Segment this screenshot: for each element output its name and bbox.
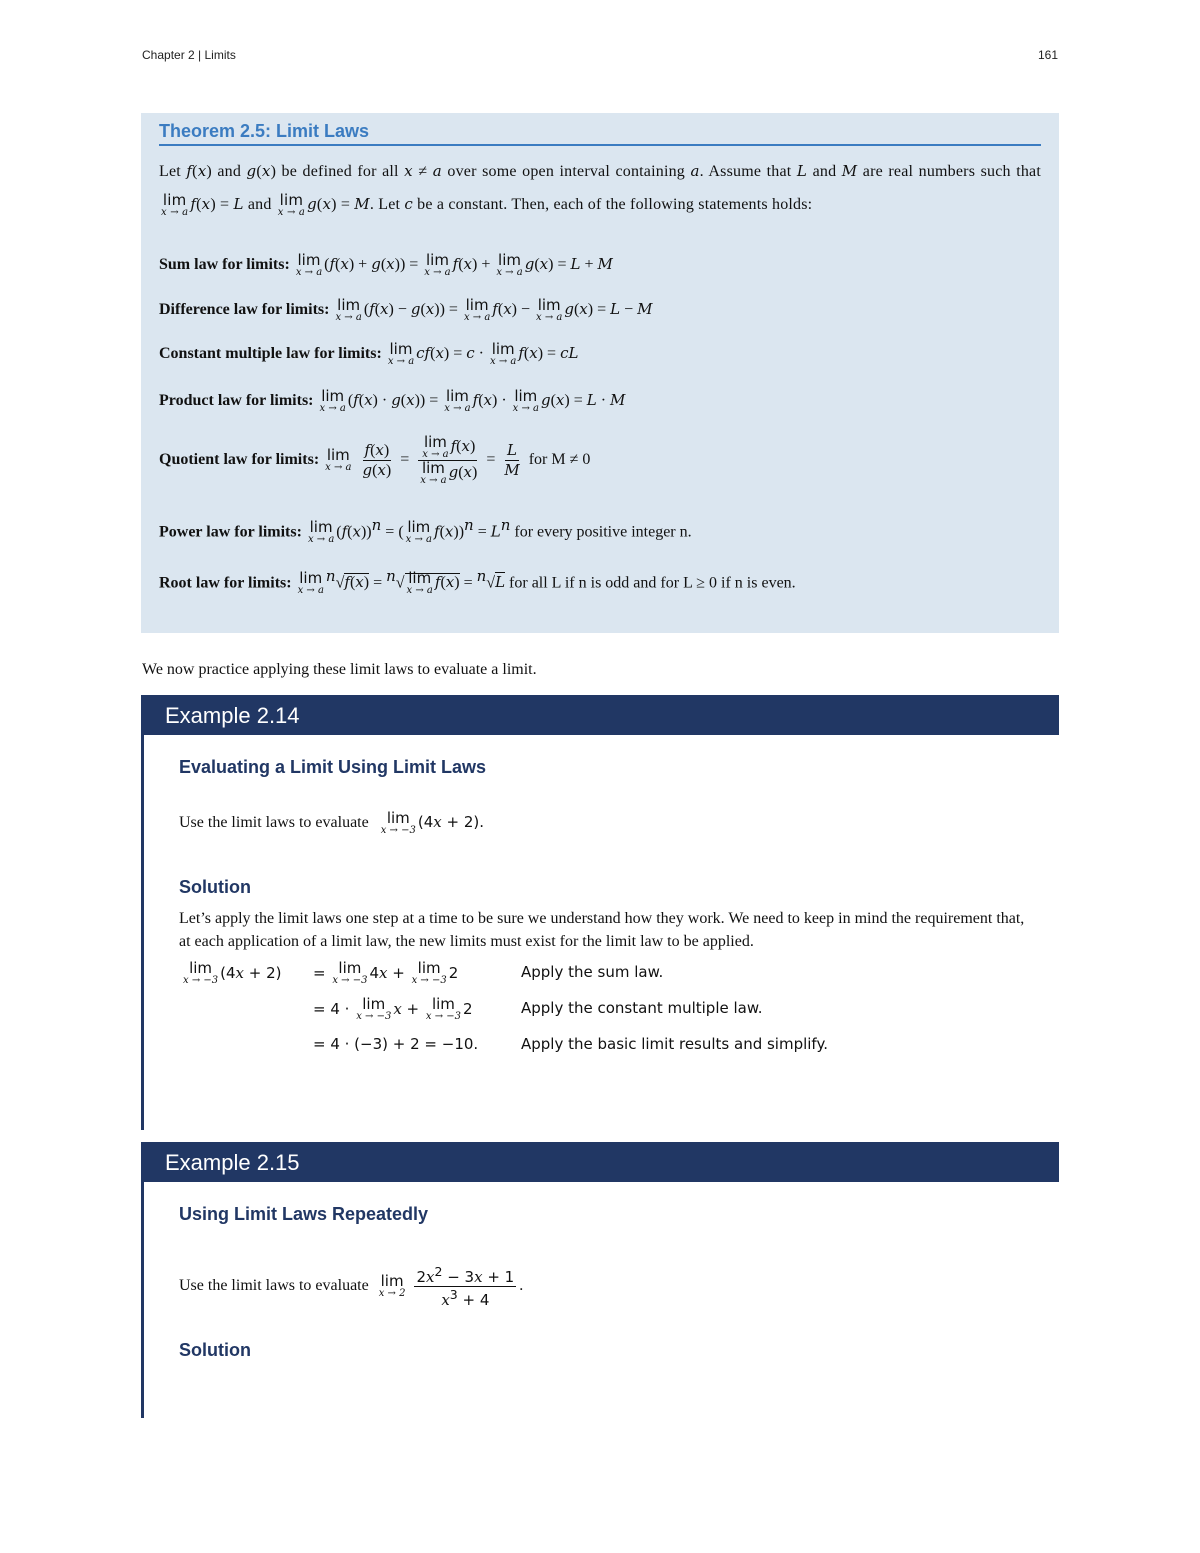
step-3-note: Apply the basic limit results and simplify. (521, 1035, 828, 1053)
sum-law: Sum law for limits: lim x → a (f(x) + g(x)) = lim x → a f(x) + lim x → a g(x) = L + M (159, 251, 613, 278)
step-1-rhs: = lim x → −3 4x + lim x → −3 2 (313, 959, 459, 986)
example-header: Example 2.14 (141, 695, 1059, 735)
difference-law: Difference law for limits: lim x → a (f(x) − g(x)) = lim x → a f(x) − lim x → a g(x) = L − M (159, 296, 653, 323)
step-2-rhs: = 4 · lim x → −3 x + lim x → −3 2 (313, 995, 473, 1022)
example-side-bar (141, 735, 144, 1130)
quotient-law: Quotient law for limits: lim x → a $\frac{f(x)}{g(x)}$ = lim x → a f(x) lim x → a g(x) = $\frac{L}{M}$ for M ≠ 0 (159, 433, 591, 486)
solution-heading: Solution (179, 1340, 251, 1360)
step-2-note: Apply the constant multiple law. (521, 999, 763, 1017)
theorem-title: Theorem 2.5: Limit Laws (159, 121, 370, 141)
page-number: 161 (1038, 48, 1059, 62)
example-side-bar (141, 1182, 144, 1418)
example-title: Evaluating a Limit Using Limit Laws (179, 757, 487, 777)
example-2-15 (141, 1142, 1059, 1422)
constant-multiple-law: Constant multiple law for limits: lim x → a cf(x) = c · lim x → a f(x) = cL (159, 340, 579, 367)
step-1-lhs: lim x → −3 (4x + 2) (183, 959, 282, 986)
root-law: Root law for limits: lim x → a $^n$√f(x) = $^n$√ lim x → a f(x) = $^n$√L for all L if n is odd and for L ≥ 0 if n is even. (159, 567, 796, 597)
example-title: Using Limit Laws Repeatedly (179, 1204, 429, 1224)
running-header-chapter: Chapter 2 | Limits (142, 48, 236, 62)
step-1-note: Apply the sum law. (521, 963, 664, 981)
step-3-rhs: = 4 · (−3) + 2 = −10. (313, 1035, 479, 1053)
example-header: Example 2.15 (141, 1142, 1059, 1182)
example-2-14 (141, 695, 1059, 1130)
theorem-box (141, 113, 1059, 633)
lead-paragraph: We now practice applying these limit laws to evaluate a limit. (142, 661, 537, 678)
product-law: Product law for limits: lim x → a (f(x) · g(x)) = lim x → a f(x) · lim x → a g(x) = L · M (159, 387, 626, 414)
solution-text: Let’s apply the limit laws one step at a time to be sure we understand how they work. We need to keep in mind the requirement that, at each application of a limit law, the new limits must exist for the limit law to be applied. (179, 910, 1025, 950)
theorem-intro: Let f(x) and g(x) be defined for all x ≠ a over some open interval containing a. Assume that L and M are real numbers such that lim x → a f(x) = L and lim x → a g(x) = M. Let c be a constant. Then, each of the following statements holds: (159, 162, 1041, 218)
solution-heading: Solution (179, 877, 251, 897)
power-law: Power law for limits: lim x → a $(f(x))^n$ = ( lim x → a $f(x))^n = L^n$ for every positive integer n. (159, 516, 692, 546)
example-prompt: Use the limit laws to evaluate lim x → 2 $\frac{2x^2 - 3x + 1}{x^3 + 4}$ . (179, 1264, 524, 1309)
theorem-divider (159, 144, 1041, 146)
example-prompt: Use the limit laws to evaluate lim x → −3 (4x + 2). (179, 809, 485, 836)
